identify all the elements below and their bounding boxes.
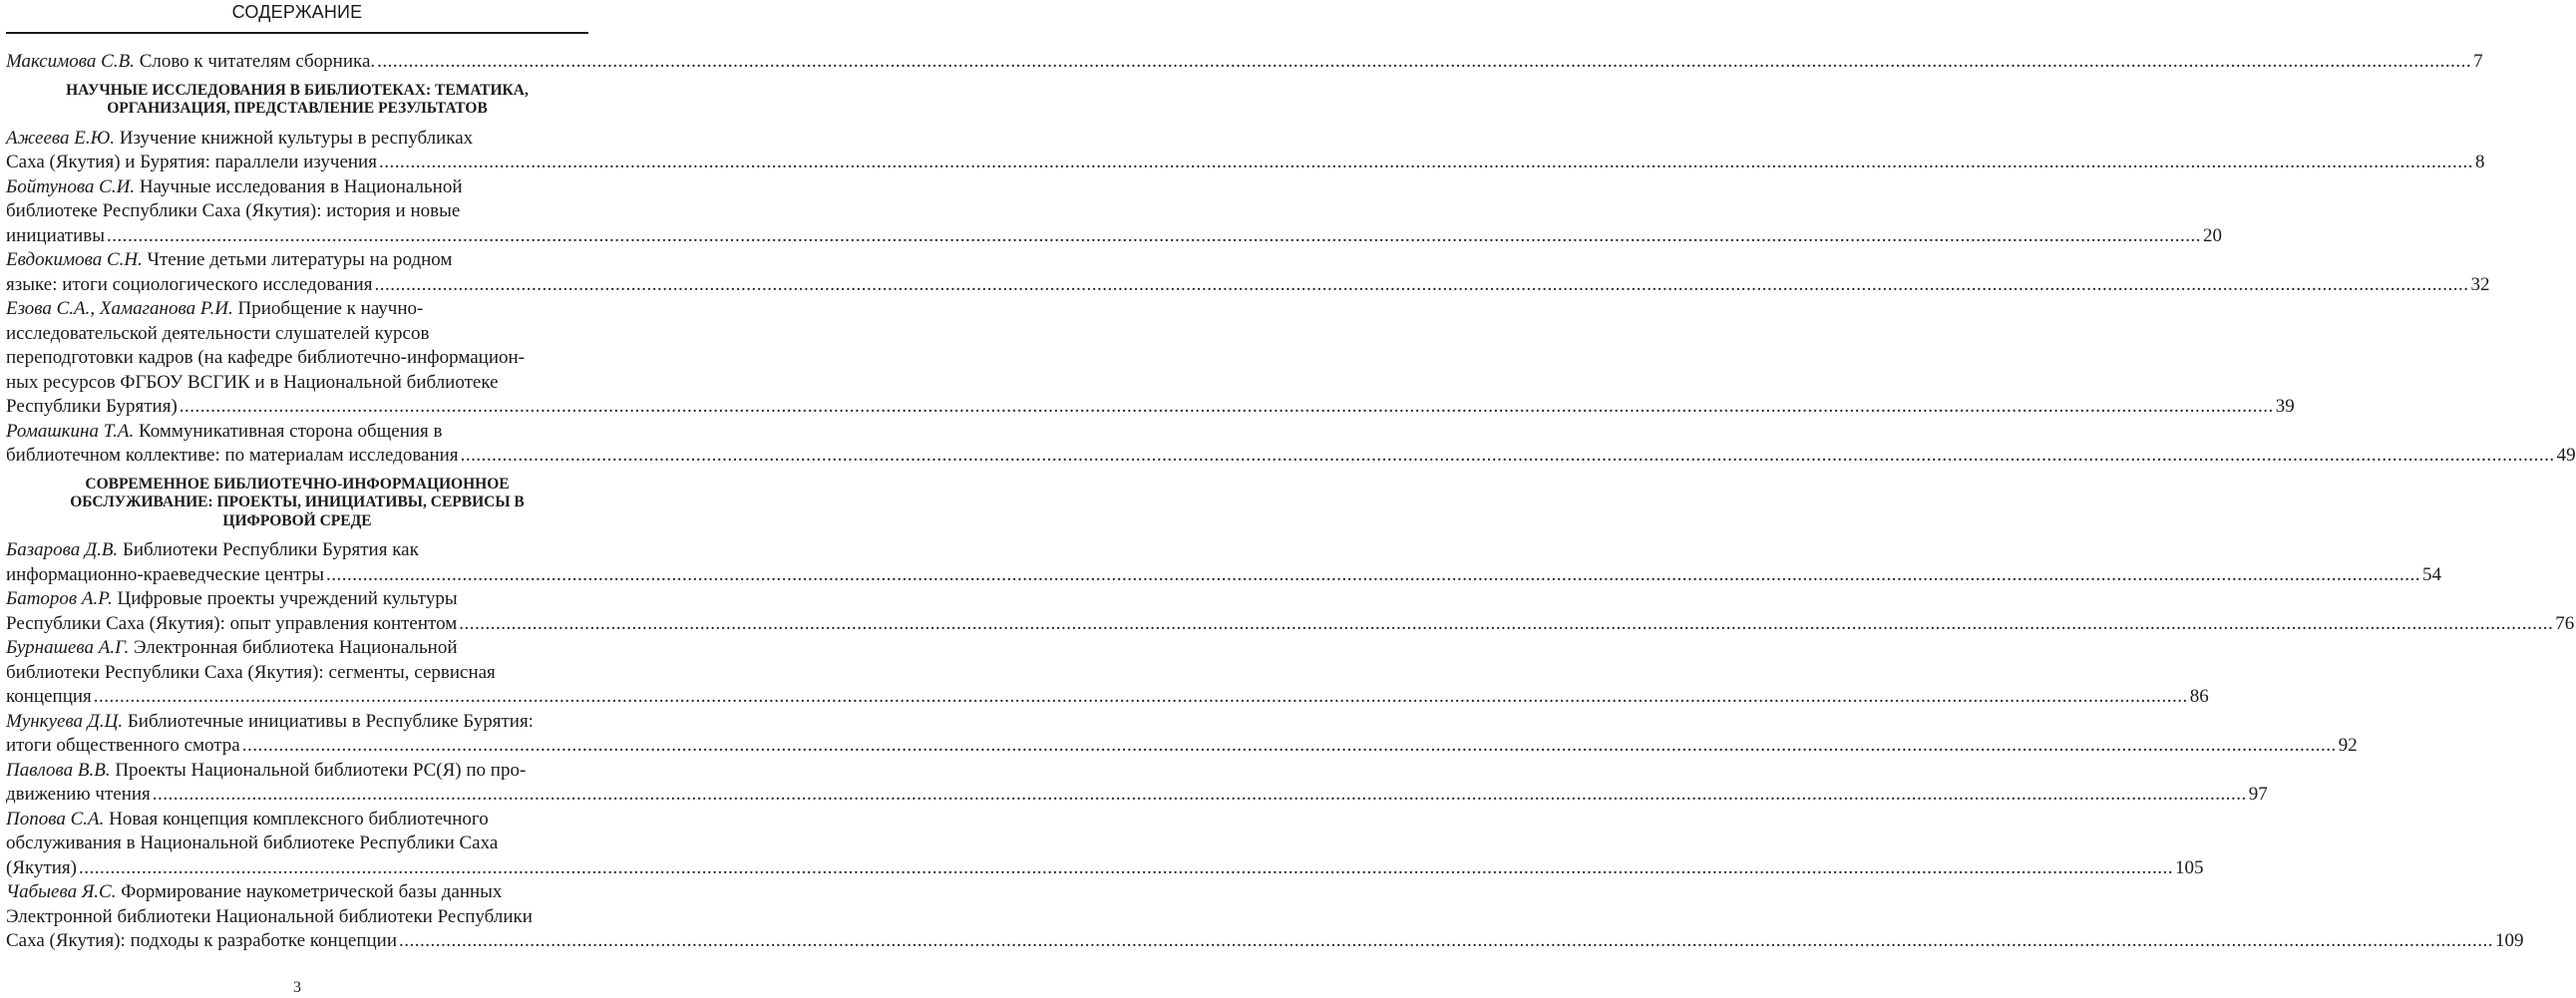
entry-title-text: Электронная библиотека Национальной: [133, 637, 458, 658]
entry-title-text: Новая концепция комплексного библиотечного: [109, 808, 489, 830]
dot-leader: ................................................................................................................................................................................................................................................................................................................................................................................................................: [377, 51, 2472, 72]
toc-entry[interactable]: [6, 710, 2358, 759]
table-of-contents: [6, 50, 2576, 954]
toc-entry[interactable]: [6, 127, 2485, 175]
entry-title-text: итоги общественного смотра: [6, 735, 240, 756]
toc-entry-line: [6, 832, 588, 856]
entry-title-text: библиотеке Республики Саха (Якутия): история и новые: [6, 200, 461, 221]
entry-page-number: 105: [2175, 856, 2204, 878]
entry-author: Ромашкина Т.А.: [6, 420, 135, 442]
toc-entry-line: [6, 199, 588, 224]
toc-entry-line: [6, 248, 588, 273]
toc-entry-line: [6, 808, 588, 832]
dot-leader: ................................................................................................................................................................................................................................................................................................................................................................................................................: [79, 856, 2173, 878]
entry-title-text: ных ресурсов ФГБОУ ВСГИК и в Национальной библиотеке: [6, 371, 499, 393]
entry-title-text: (Якутия): [6, 856, 77, 878]
section-heading-line: НАУЧНЫЕ ИССЛЕДОВАНИЯ В БИБЛИОТЕКАХ: ТЕМАТИКА,: [66, 81, 529, 99]
toc-entry-line: [6, 636, 588, 661]
entry-page-number: 86: [2189, 686, 2209, 707]
toc-entry-line: [6, 395, 2295, 420]
entry-title-text: движению чтения: [6, 784, 151, 805]
entry-title-text: библиотеки Республики Саха (Якутия): сегменты, сервисная: [6, 661, 496, 683]
entry-page-number: 20: [2203, 224, 2222, 246]
toc-entry-line: [6, 563, 2442, 588]
toc-entry-line: [6, 929, 2524, 954]
entry-title-text: инициативы: [6, 224, 105, 246]
toc-entry[interactable]: [6, 587, 2575, 636]
entry-page-number: 32: [2470, 273, 2490, 295]
entry-page-number: 92: [2338, 735, 2358, 756]
entry-title-text: Саха (Якутия): подходы к разработке концепции: [6, 930, 397, 951]
toc-entry-line: [6, 587, 588, 612]
entry-author: Попова С.А.: [6, 808, 105, 830]
dot-leader: ................................................................................................................................................................................................................................................................................................................................................................................................................: [326, 563, 2421, 585]
toc-entry-line: [6, 734, 2358, 759]
entry-title-text: обслуживания в Национальной библиотеке Республики Саха: [6, 832, 499, 853]
entry-title-text: исследовательской деятельности слушателей курсов: [6, 322, 430, 344]
section-heading-line: ОБСЛУЖИВАНИЕ: ПРОЕКТЫ, ИНИЦИАТИВЫ, СЕРВИСЫ В: [70, 494, 525, 510]
dot-leader: ................................................................................................................................................................................................................................................................................................................................................................................................................: [93, 686, 2188, 707]
entry-author: Бурнашева А.Г.: [6, 637, 130, 658]
entry-page-number: 39: [2275, 396, 2295, 417]
entry-page-number: 8: [2474, 152, 2485, 172]
entry-title-text: Слово к читателям сборника.: [139, 51, 376, 72]
entry-author: Езова С.А., Хамаганова Р.И.: [6, 298, 233, 319]
entry-title-text: Приобщение к научно-: [237, 298, 424, 319]
entry-title-text: библиотечном коллективе: по материалам исследования: [6, 445, 459, 466]
header-rule: [6, 32, 588, 34]
dot-leader: ................................................................................................................................................................................................................................................................................................................................................................................................................: [107, 224, 2201, 246]
toc-entry[interactable]: [6, 759, 2268, 808]
section-heading-line: ЦИФРОВОЙ СРЕДЕ: [222, 511, 372, 529]
entry-page-number: 54: [2422, 563, 2442, 585]
dot-leader: ................................................................................................................................................................................................................................................................................................................................................................................................................: [179, 396, 2274, 417]
toc-entry-line: [6, 710, 588, 735]
entry-title-text: Библиотечные инициативы в Республике Бурятия:: [127, 710, 534, 732]
dot-leader: ................................................................................................................................................................................................................................................................................................................................................................................................................: [460, 445, 2555, 466]
entry-title-text: Электронной библиотеки Национальной библиотеки Республики: [6, 905, 533, 927]
toc-entry-line: [6, 685, 2209, 710]
toc-entry-line: [6, 224, 2222, 249]
entry-author: Евдокимова С.Н.: [6, 249, 143, 270]
entry-author: Баторов А.Р.: [6, 588, 113, 609]
dot-leader: ................................................................................................................................................................................................................................................................................................................................................................................................................: [459, 612, 2554, 634]
entry-author: Максимова С.В.: [6, 51, 135, 72]
toc-entry-line: [6, 322, 588, 347]
page-number: 3: [293, 979, 301, 996]
toc-entry-line: [6, 371, 588, 396]
toc-entry-line: [6, 127, 588, 152]
entry-title-text: Республики Бурятия): [6, 396, 178, 417]
toc-entry-line: [6, 661, 588, 686]
entry-page-number: 97: [2248, 784, 2268, 805]
dot-leader: ................................................................................................................................................................................................................................................................................................................................................................................................................: [399, 930, 2493, 951]
section-heading: [6, 476, 588, 531]
dot-leader: ................................................................................................................................................................................................................................................................................................................................................................................................................: [374, 273, 2469, 295]
toc-entry[interactable]: [6, 636, 2209, 710]
entry-page-number: 49: [2556, 445, 2576, 466]
section-heading-line: СОВРЕМЕННОЕ БИБЛИОТЕЧНО-ИНФОРМАЦИОННОЕ: [85, 475, 510, 493]
entry-author: Базарова Д.В.: [6, 539, 119, 560]
entry-title-text: Изучение книжной культуры в республиках: [119, 127, 474, 149]
toc-entry-line: [6, 273, 2490, 298]
toc-entry[interactable]: [6, 808, 2204, 881]
entry-title-text: Формирование наукометрической базы данных: [121, 881, 503, 902]
entry-title-text: Чтение детьми литературы на родном: [147, 249, 453, 270]
toc-entry-line: [6, 783, 2268, 808]
dot-leader: ................................................................................................................................................................................................................................................................................................................................................................................................................: [378, 152, 2473, 172]
toc-entry-line: [6, 50, 2483, 75]
entry-page-number: 7: [2473, 51, 2483, 72]
toc-entry-line: [6, 444, 2576, 469]
entry-title-text: Коммуникативная сторона общения в: [138, 420, 443, 442]
entry-author: Чабыева Я.С.: [6, 881, 117, 902]
entry-title-text: Научные исследования в Национальной: [139, 175, 463, 197]
toc-entry-line: [6, 612, 2575, 637]
entry-page-number: 109: [2495, 930, 2524, 951]
toc-entry-line: [6, 175, 588, 200]
entry-title-text: Библиотеки Республики Бурятия как: [122, 539, 419, 560]
entry-page-number: 76: [2555, 612, 2575, 634]
section-heading-line: ОРГАНИЗАЦИЯ, ПРЕДСТАВЛЕНИЕ РЕЗУЛЬТАТОВ: [107, 100, 488, 117]
toc-entry[interactable]: [6, 420, 2576, 469]
entry-title-text: Республики Саха (Якутия): опыт управления контентом: [6, 612, 458, 634]
toc-entry-line: [6, 151, 2485, 175]
entry-title-text: языке: итоги социологического исследования: [6, 273, 373, 295]
toc-entry[interactable]: [6, 248, 2490, 297]
entry-author: Бойтунова С.И.: [6, 175, 136, 197]
toc-entry-line: [6, 538, 588, 563]
toc-entry[interactable]: [6, 297, 2295, 420]
entry-author: Мункуева Д.Ц.: [6, 710, 124, 732]
entry-title-text: концепция: [6, 686, 92, 707]
entry-title-text: переподготовки кадров (на кафедре библиотечно-информацион-: [6, 347, 525, 368]
toc-entry-line: [6, 420, 588, 445]
toc-entry-line: [6, 905, 588, 930]
toc-entry[interactable]: [6, 175, 2222, 249]
dot-leader: ................................................................................................................................................................................................................................................................................................................................................................................................................: [152, 784, 2247, 805]
entry-author: Павлова В.В.: [6, 759, 111, 781]
toc-entry-line: [6, 880, 588, 905]
dot-leader: ................................................................................................................................................................................................................................................................................................................................................................................................................: [241, 735, 2337, 756]
entry-title-text: Проекты Национальной библиотеки РС(Я) по про-: [115, 759, 527, 781]
toc-entry-line: [6, 297, 588, 322]
section-heading: [6, 82, 588, 119]
running-head-title: СОДЕРЖАНИЕ: [231, 2, 363, 22]
entry-title-text: информационно-краеведческие центры: [6, 563, 325, 585]
toc-entry[interactable]: [6, 50, 2483, 75]
toc-entry-line: [6, 856, 2204, 881]
toc-entry-line: [6, 346, 588, 371]
toc-entry[interactable]: [6, 880, 2524, 954]
entry-title-text: Саха (Якутия) и Бурятия: параллели изучения: [6, 152, 377, 172]
toc-entry[interactable]: [6, 538, 2442, 587]
entry-title-text: Цифровые проекты учреждений культуры: [117, 588, 458, 609]
toc-entry-line: [6, 759, 588, 784]
entry-author: Ажеева Е.Ю.: [6, 127, 115, 149]
